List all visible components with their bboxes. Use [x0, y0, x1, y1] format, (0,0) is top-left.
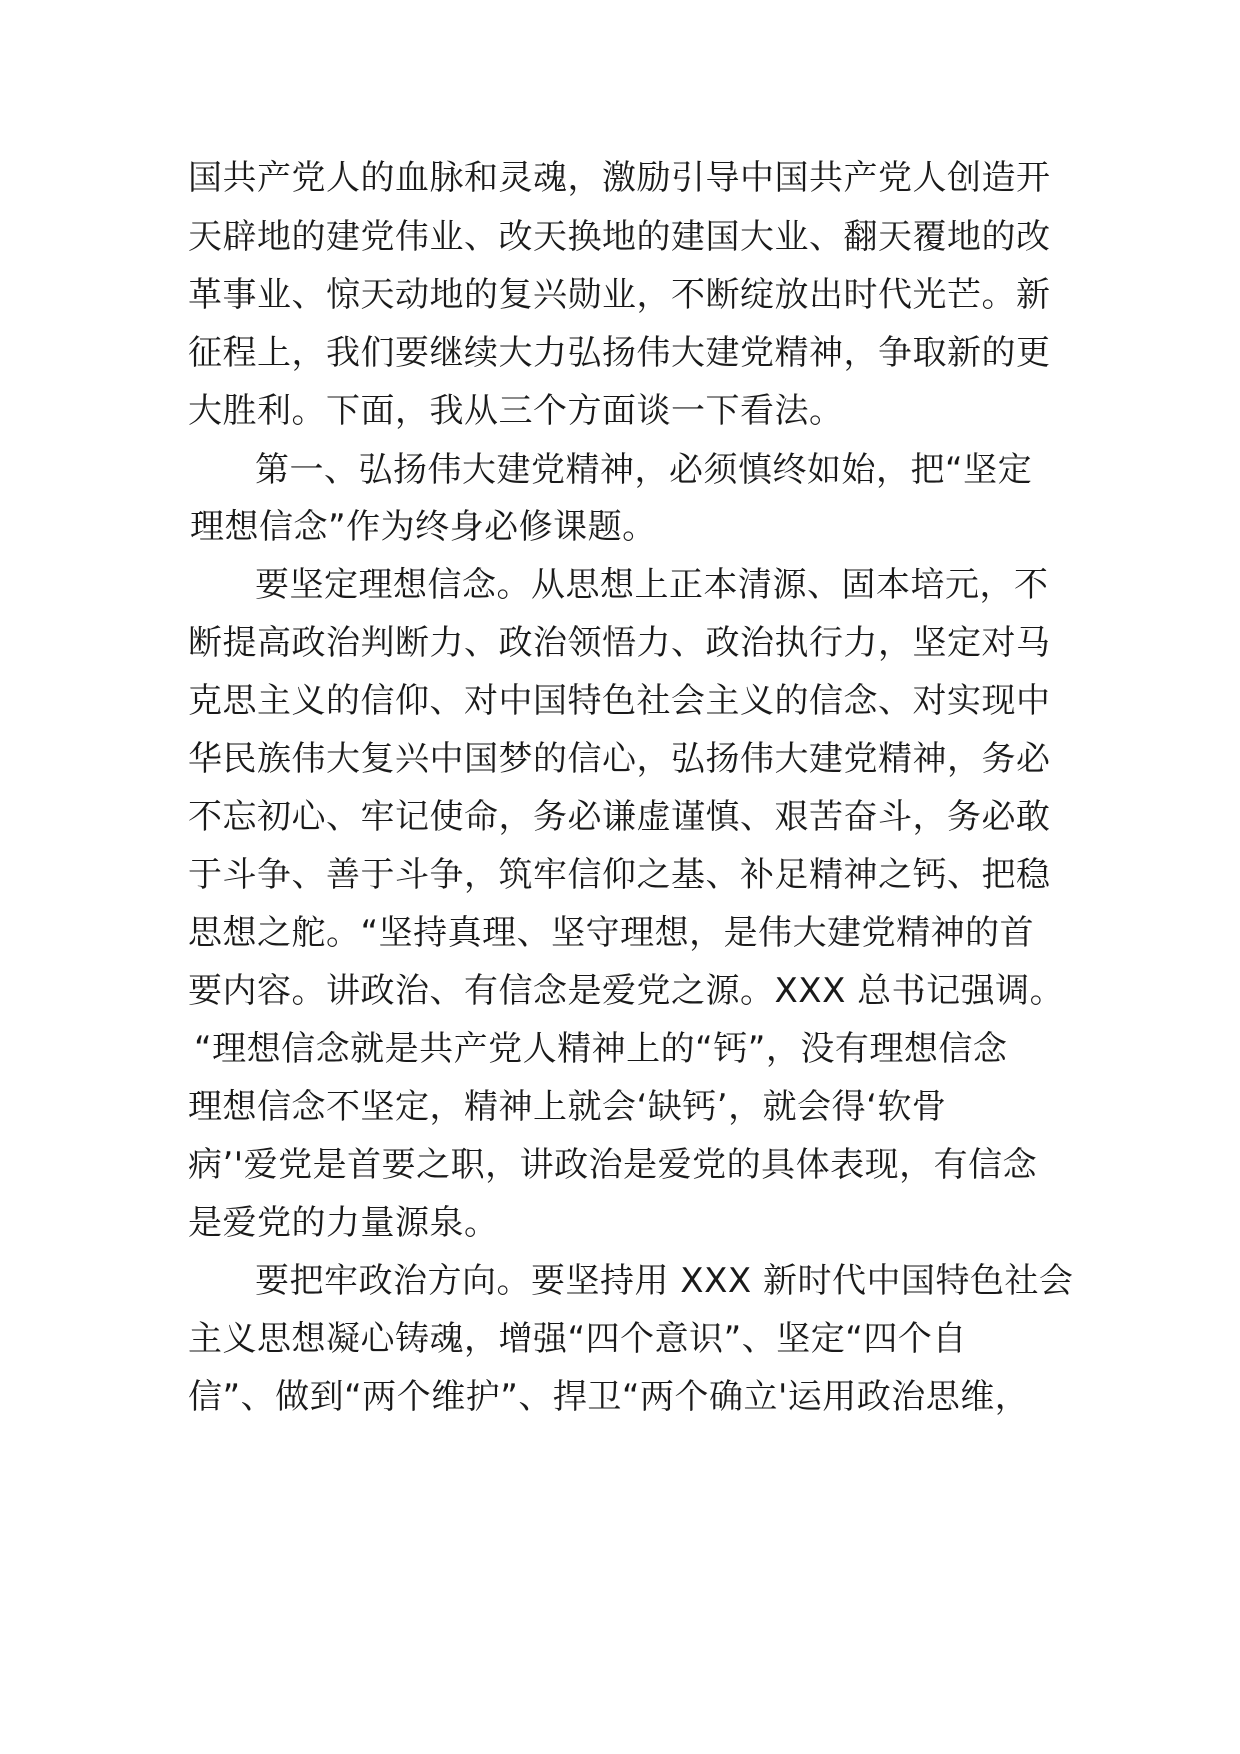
body-text-line: 天辟地的建党伟业、改天换地的建国大业、翻天覆地的改	[188, 217, 1051, 257]
body-text-line: 主义思想凝心铸魂，增强“四个意识”、坚定“四个自	[188, 1319, 967, 1359]
body-text-line: “理想信念就是共产党人精神上的“钙”，没有理想信念	[194, 1029, 1008, 1069]
body-text-line: 国共产党人的血脉和灵魂，激励引导中国共产党人创造开	[188, 158, 1051, 198]
section-heading: 第一、弘扬伟大建党精神，必须慎终如始，把“坚定	[255, 450, 1033, 490]
body-text-line: 是爱党的力量源泉。	[188, 1203, 499, 1243]
body-text-line: 征程上，我们要继续大力弘扬伟大建党精神，争取新的更	[188, 333, 1051, 373]
body-text-line: 于斗争、善于斗争，筑牢信仰之基、补足精神之钙、把稳	[188, 855, 1051, 895]
body-text-line: 大胜利。下面，我从三个方面谈一下看法。	[188, 391, 844, 431]
body-text-line: 克思主义的信仰、对中国特色社会主义的信念、对实现中	[188, 681, 1051, 721]
body-text-line: 理想信念不坚定，精神上就会‘缺钙’，就会得‘软骨	[188, 1087, 947, 1127]
body-text-line: 信”、做到“两个维护”、捍卫“两个确立'运用政治思维，	[188, 1377, 1030, 1417]
body-text-line: 病’'爱党是首要之职，讲政治是爱党的具体表现，有信念	[188, 1145, 1038, 1185]
paragraph-first-line: 要坚定理想信念。从思想上正本清源、固本培元，不	[255, 565, 1049, 605]
section-heading-continued: 理想信念”作为终身必修课题。	[190, 507, 657, 547]
body-text-line: 不忘初心、牢记使命，务必谦虚谨慎、艰苦奋斗，务必敢	[188, 797, 1051, 837]
paragraph-first-line: 要把牢政治方向。要坚持用 XXX 新时代中国特色社会	[255, 1261, 1074, 1301]
body-text-line: 要内容。讲政治、有信念是爱党之源。XXX 总书记强调。	[188, 971, 1065, 1011]
body-text-line: 思想之舵。“坚持真理、坚守理想，是伟大建党精神的首	[188, 913, 1035, 953]
body-text-line: 华民族伟大复兴中国梦的信心，弘扬伟大建党精神，务必	[188, 739, 1051, 779]
body-text-line: 革事业、惊天动地的复兴勋业，不断绽放出时代光芒。新	[188, 275, 1051, 315]
body-text-line: 断提高政治判断力、政治领悟力、政治执行力，坚定对马	[188, 623, 1051, 663]
